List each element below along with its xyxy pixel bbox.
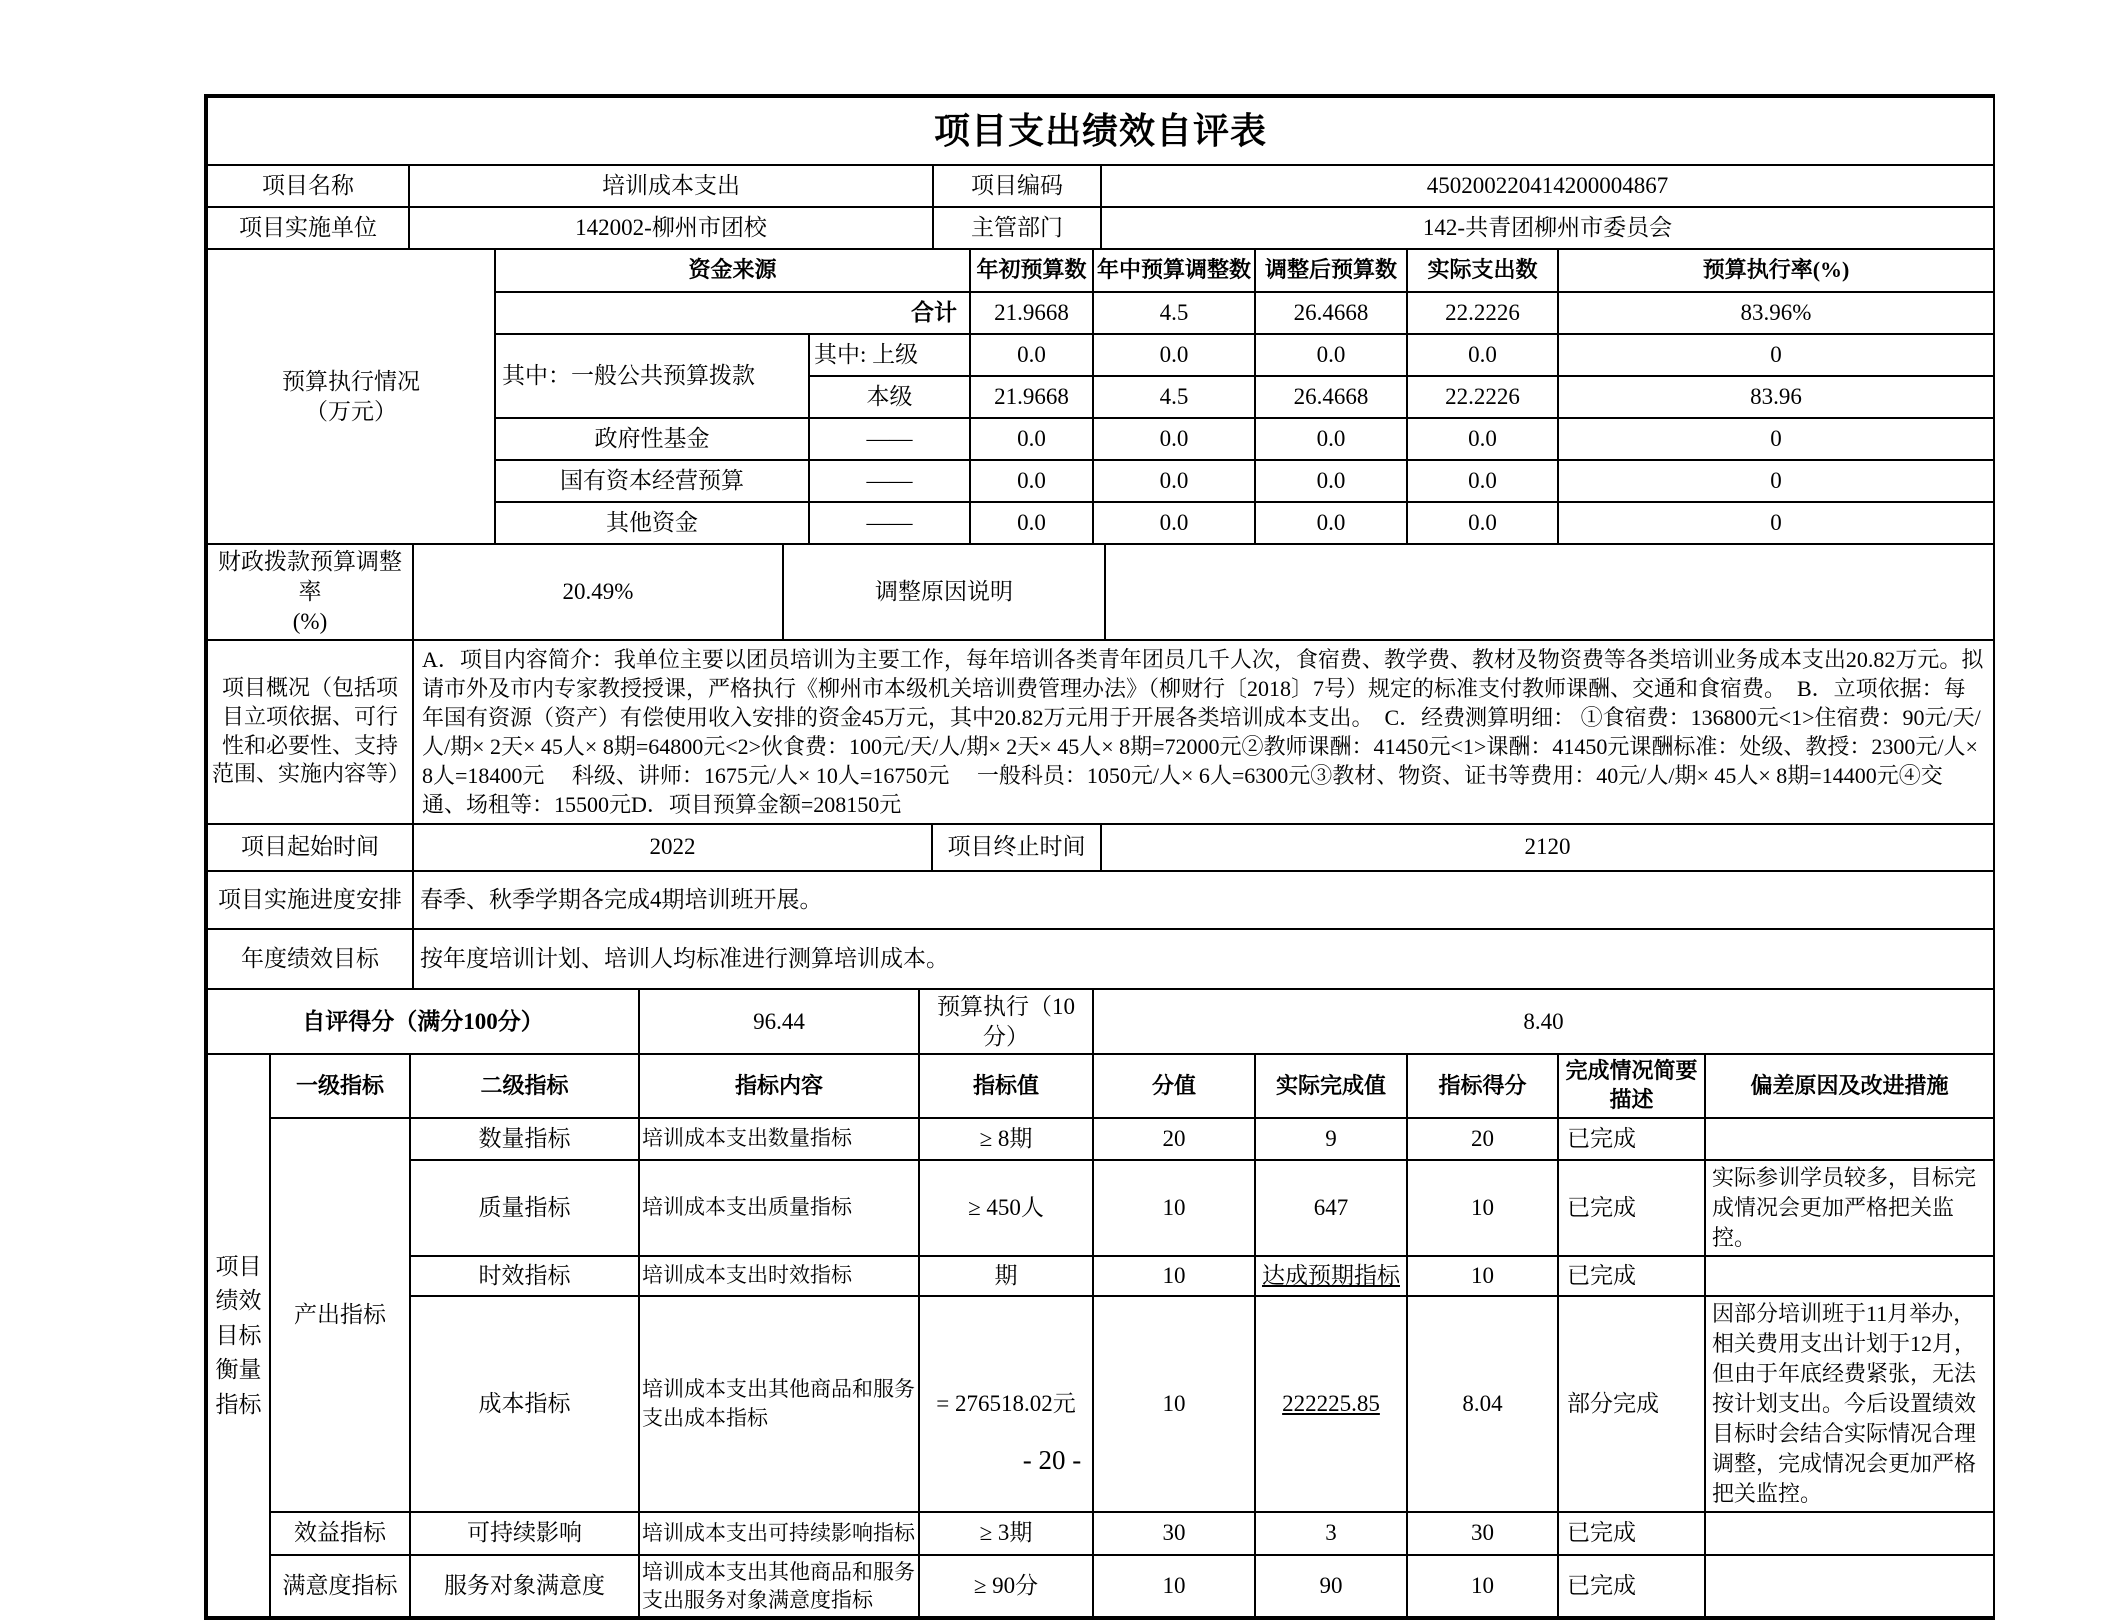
row5-level1: 满意度指标 — [270, 1555, 410, 1618]
header-content: 指标内容 — [639, 1054, 919, 1117]
row5-score: 10 — [1093, 1555, 1255, 1618]
row0-status: 已完成 — [1558, 1118, 1705, 1160]
col-header-adjusted-budget: 调整后预算数 — [1255, 249, 1407, 292]
row5-got: 10 — [1407, 1555, 1558, 1618]
row1-got: 10 — [1407, 1160, 1558, 1256]
adjust-reason-value — [1105, 544, 1994, 640]
col-header-exec-rate: 预算执行率(%) — [1558, 249, 1994, 292]
upper-mid: 0.0 — [1093, 334, 1255, 376]
budget-exec-score-value: 8.40 — [1093, 989, 1994, 1055]
score-table — [206, 988, 1995, 1056]
indicator-row-quality — [207, 1160, 1994, 1256]
indicator-side-label: 项目绩效目标衡量指标 — [207, 1054, 270, 1617]
header-level2: 二级指标 — [410, 1054, 639, 1117]
statecap-adjusted: 0.0 — [1255, 460, 1407, 502]
row4-content: 培训成本支出可持续影响指标 — [639, 1512, 919, 1555]
header-level1: 一级指标 — [270, 1054, 410, 1117]
row0-score: 20 — [1093, 1118, 1255, 1160]
statecap-mid: 0.0 — [1093, 460, 1255, 502]
total-label: 合计 — [495, 292, 970, 334]
row3-deviation: 因部分培训班于11月举办，相关费用支出计划于12月，但由于年底经费紧张，无法按计划支出。今后设置绩效目标时会结合实际情况合理调整，完成情况会更加严格把关监控。 — [1705, 1296, 1994, 1512]
adjust-rate-label — [207, 544, 413, 640]
govfund-dash: —— — [809, 418, 970, 460]
dept-label: 主管部门 — [933, 207, 1101, 249]
header-status: 完成情况简要描述 — [1558, 1054, 1705, 1117]
timeline-table — [206, 823, 1995, 872]
row3-score: 10 — [1093, 1296, 1255, 1512]
self-score-label: 自评得分（满分100分） — [207, 989, 639, 1055]
row4-target: ≥ 3期 — [919, 1512, 1093, 1555]
annual-goal-text: 按年度培训计划、培训人均标准进行测算培训成本。 — [413, 929, 1994, 989]
general-public-budget-label: 其中：一般公共预算拨款 — [495, 334, 809, 418]
start-time-value: 2022 — [413, 824, 932, 871]
otherfund-mid: 0.0 — [1093, 502, 1255, 544]
indicator-row-satisfaction — [207, 1555, 1994, 1618]
row5-target: ≥ 90分 — [919, 1555, 1093, 1618]
row5-actual: 90 — [1255, 1555, 1407, 1618]
adjust-rate-label-line2: (%) — [292, 608, 328, 634]
row2-deviation — [1705, 1256, 1994, 1296]
col-header-initial-budget: 年初预算数 — [970, 249, 1093, 292]
row3-content: 培训成本支出其他商品和服务支出成本指标 — [639, 1296, 919, 1512]
row1-content: 培训成本支出质量指标 — [639, 1160, 919, 1256]
header-target: 指标值 — [919, 1054, 1093, 1117]
overview-label: 项目概况（包括项目立项依据、可行性和必要性、支持范围、实施内容等） — [207, 640, 413, 824]
row4-score: 30 — [1093, 1512, 1255, 1555]
row0-content: 培训成本支出数量指标 — [639, 1118, 919, 1160]
budget-section-label-line1: 预算执行情况 — [282, 368, 420, 394]
row4-level1: 效益指标 — [270, 1512, 410, 1555]
upper-level-label: 其中: 上级 — [809, 334, 970, 376]
local-adjusted: 26.4668 — [1255, 376, 1407, 418]
row2-status: 已完成 — [1558, 1256, 1705, 1296]
end-time-label: 项目终止时间 — [932, 824, 1101, 871]
otherfund-initial: 0.0 — [970, 502, 1093, 544]
header-actual: 实际完成值 — [1255, 1054, 1407, 1117]
local-mid: 4.5 — [1093, 376, 1255, 418]
header-score: 分值 — [1093, 1054, 1255, 1117]
total-mid: 4.5 — [1093, 292, 1255, 334]
statecap-dash: —— — [809, 460, 970, 502]
row0-target: ≥ 8期 — [919, 1118, 1093, 1160]
row1-score: 10 — [1093, 1160, 1255, 1256]
row1-level2: 质量指标 — [410, 1160, 639, 1256]
local-actual: 22.2226 — [1407, 376, 1558, 418]
row1-actual: 647 — [1255, 1160, 1407, 1256]
indicator-row-quantity — [207, 1118, 1994, 1160]
local-level-label: 本级 — [809, 376, 970, 418]
progress-table — [206, 870, 1995, 930]
row3-actual: 222225.85 — [1255, 1296, 1407, 1512]
budget-exec-score-label: 预算执行（10分） — [919, 989, 1093, 1055]
project-info-table — [206, 164, 1995, 250]
local-initial: 21.9668 — [970, 376, 1093, 418]
progress-label: 项目实施进度安排 — [207, 871, 413, 929]
indicator-row-cost — [207, 1296, 1994, 1512]
adjust-rate-label-line1: 财政拨款预算调整率 — [218, 549, 402, 604]
row0-level2: 数量指标 — [410, 1118, 639, 1160]
indicator-row-timeliness — [207, 1256, 1994, 1296]
level1-output: 产出指标 — [270, 1118, 410, 1512]
govfund-adjusted: 0.0 — [1255, 418, 1407, 460]
row5-level2: 服务对象满意度 — [410, 1555, 639, 1618]
otherfund-adjusted: 0.0 — [1255, 502, 1407, 544]
col-header-mid-adjust: 年中预算调整数 — [1093, 249, 1255, 292]
page-number: - 20 - — [1022, 1445, 1082, 1475]
page-title: 项目支出绩效自评表 — [207, 97, 1994, 165]
self-score-value: 96.44 — [639, 989, 919, 1055]
implement-unit-label: 项目实施单位 — [207, 207, 409, 249]
end-time-value: 2120 — [1101, 824, 1994, 871]
row5-content: 培训成本支出其他商品和服务支出服务对象满意度指标 — [639, 1555, 919, 1618]
govfund-mid: 0.0 — [1093, 418, 1255, 460]
adjust-rate-value: 20.49% — [413, 544, 783, 640]
row3-status: 部分完成 — [1558, 1296, 1705, 1512]
row1-status: 已完成 — [1558, 1160, 1705, 1256]
upper-rate: 0 — [1558, 334, 1994, 376]
total-rate: 83.96% — [1558, 292, 1994, 334]
adjust-reason-label: 调整原因说明 — [783, 544, 1105, 640]
row4-got: 30 — [1407, 1512, 1558, 1555]
implement-unit-value: 142002-柳州市团校 — [409, 207, 933, 249]
indicator-header-row — [207, 1054, 1994, 1117]
statecap-initial: 0.0 — [970, 460, 1093, 502]
statecap-rate: 0 — [1558, 460, 1994, 502]
govfund-rate: 0 — [1558, 418, 1994, 460]
budget-section-label — [207, 249, 495, 544]
overview-table — [206, 639, 1995, 825]
local-rate: 83.96 — [1558, 376, 1994, 418]
row2-content: 培训成本支出时效指标 — [639, 1256, 919, 1296]
row0-actual: 9 — [1255, 1118, 1407, 1160]
row2-target: 期 — [919, 1256, 1093, 1296]
col-header-fund-source: 资金来源 — [495, 249, 970, 292]
dept-value: 142-共青团柳州市委员会 — [1101, 207, 1994, 249]
row3-level2: 成本指标 — [410, 1296, 639, 1512]
row2-actual: 达成预期指标 — [1255, 1256, 1407, 1296]
budget-section-label-line2: （万元） — [305, 398, 397, 424]
total-adjusted: 26.4668 — [1255, 292, 1407, 334]
header-got: 指标得分 — [1407, 1054, 1558, 1117]
statecap-actual: 0.0 — [1407, 460, 1558, 502]
project-name-label: 项目名称 — [207, 165, 409, 207]
row0-got: 20 — [1407, 1118, 1558, 1160]
govfund-actual: 0.0 — [1407, 418, 1558, 460]
progress-text: 春季、秋季学期各完成4期培训班开展。 — [413, 871, 1994, 929]
self-evaluation-form — [204, 94, 1995, 1620]
project-code-value: 450200220414200004867 — [1101, 165, 1994, 207]
adjust-rate-table — [206, 543, 1995, 641]
budget-table — [206, 248, 1995, 545]
govfund-label: 政府性基金 — [495, 418, 809, 460]
annual-goal-table — [206, 928, 1995, 990]
row5-deviation — [1705, 1555, 1994, 1618]
govfund-initial: 0.0 — [970, 418, 1093, 460]
otherfund-label: 其他资金 — [495, 502, 809, 544]
otherfund-dash: —— — [809, 502, 970, 544]
header-deviation: 偏差原因及改进措施 — [1705, 1054, 1994, 1117]
row0-deviation — [1705, 1118, 1994, 1160]
project-name-value: 培训成本支出 — [409, 165, 933, 207]
row2-got: 10 — [1407, 1256, 1558, 1296]
upper-adjusted: 0.0 — [1255, 334, 1407, 376]
upper-initial: 0.0 — [970, 334, 1093, 376]
otherfund-rate: 0 — [1558, 502, 1994, 544]
start-time-label: 项目起始时间 — [207, 824, 413, 871]
upper-actual: 0.0 — [1407, 334, 1558, 376]
annual-goal-label: 年度绩效目标 — [207, 929, 413, 989]
total-actual: 22.2226 — [1407, 292, 1558, 334]
row1-target: ≥ 450人 — [919, 1160, 1093, 1256]
row3-got: 8.04 — [1407, 1296, 1558, 1512]
otherfund-actual: 0.0 — [1407, 502, 1558, 544]
indicator-row-benefit — [207, 1512, 1994, 1555]
row2-level2: 时效指标 — [410, 1256, 639, 1296]
row5-status: 已完成 — [1558, 1555, 1705, 1618]
row4-status: 已完成 — [1558, 1512, 1705, 1555]
row4-deviation — [1705, 1512, 1994, 1555]
row4-actual: 3 — [1255, 1512, 1407, 1555]
row2-score: 10 — [1093, 1256, 1255, 1296]
row4-level2: 可持续影响 — [410, 1512, 639, 1555]
project-code-label: 项目编码 — [933, 165, 1101, 207]
row1-deviation: 实际参训学员较多，目标完成情况会更加严格把关监控。 — [1705, 1160, 1994, 1256]
title-table — [206, 96, 1995, 166]
col-header-actual-spend: 实际支出数 — [1407, 249, 1558, 292]
overview-text: A．项目内容简介：我单位主要以团员培训为主要工作，每年培训各类青年团员几千人次，食宿费、教学费、教材及物资费等各类培训业务成本支出20.82万元。拟请市外及市内专家教授授课，严格执行《柳州市本级机关培训费管理办法》（柳财行〔2018〕7号）规定的标准支付教师课酬、交通和食宿费。 B．立项依据：每年国有资源（资产）有偿使用收入安排的资金45万元，其中20.82万元用于开展各类培训成本支出。 C．经费测算明细： ①食宿费：136800元<1>住宿费：90元/天/人/期× 2天× 45人× 8期=64800元<2>伙食费：100元/天/人/期× 2天× 45人× 8期=72000元②教师课酬：41450元<1>课酬：41450元课酬标准：处级、教授：2300元/人× 8人=18400元 科级、讲师：1675元/人× 10人=16750元 一般科员：1050元/人× 6人=6300元③教材、物资、证书等费用：40元/人/期× 45人× 8期=14400元④交通、场租等：15500元D．项目预算金额=208150元 — [413, 640, 1994, 824]
indicator-table — [206, 1053, 1995, 1618]
row3-target: = 276518.02元 — [919, 1296, 1093, 1512]
statecap-label: 国有资本经营预算 — [495, 460, 809, 502]
total-initial: 21.9668 — [970, 292, 1093, 334]
